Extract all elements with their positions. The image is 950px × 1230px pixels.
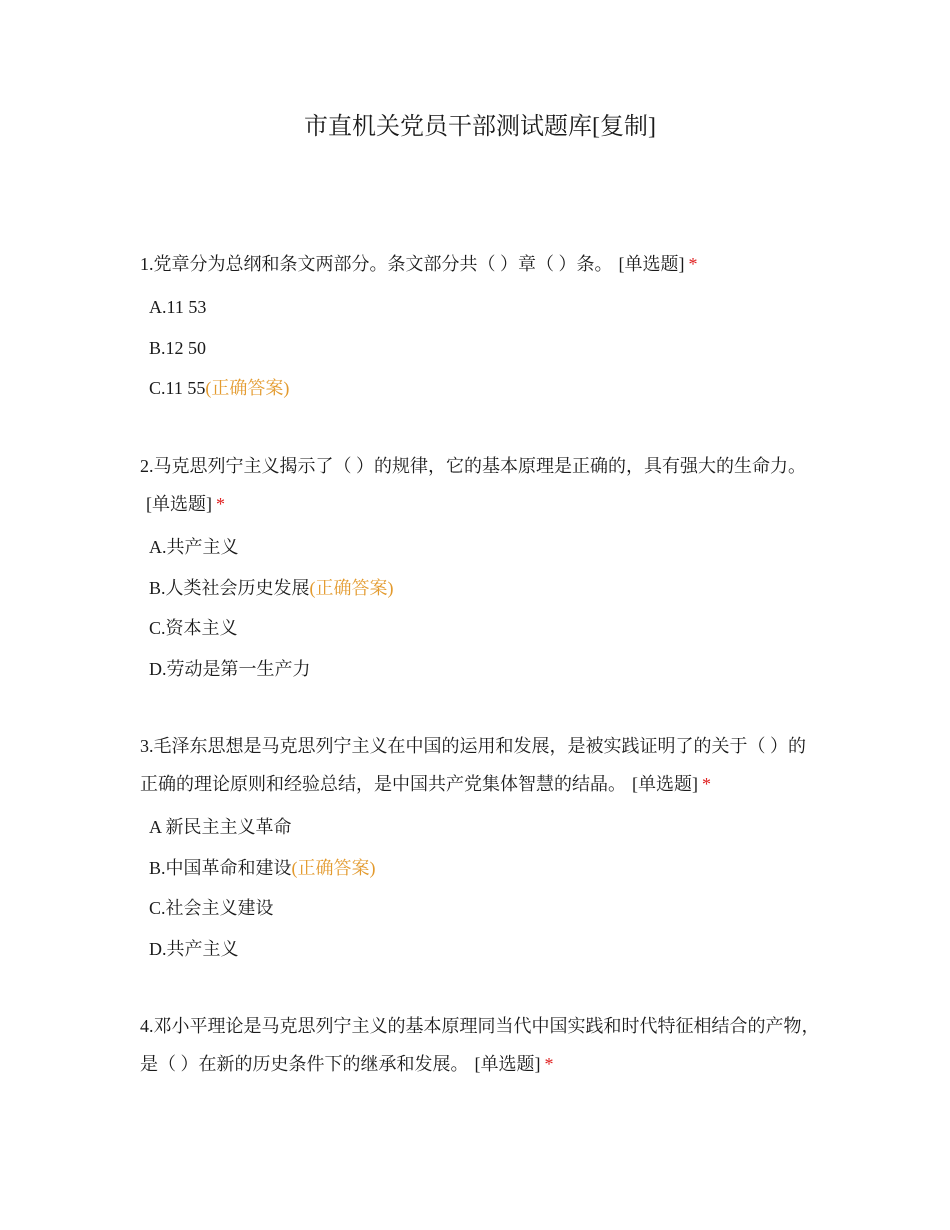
question-text: 3.毛泽东思想是马克思列宁主义在中国的运用和发展，是被实践证明了的关于（ ）的正确的理论原则和经验总结，是中国共产党集体智慧的结晶。 — [140, 736, 806, 794]
option-text: A.11 53 — [149, 297, 207, 317]
option-c — [140, 608, 820, 649]
question-3 — [140, 727, 820, 969]
option-c — [140, 888, 820, 929]
option-b — [140, 848, 820, 889]
option-a — [140, 807, 820, 848]
option-text: B.人类社会历史发展 — [149, 577, 310, 598]
option-text: B.中国革命和建设 — [149, 857, 292, 878]
question-stem — [140, 1007, 820, 1083]
option-c — [140, 368, 820, 409]
options-list — [140, 807, 820, 969]
question-2 — [140, 447, 820, 689]
option-text: C.社会主义建设 — [149, 898, 274, 918]
option-d — [140, 649, 820, 690]
question-text: 4.邓小平理论是马克思列宁主义的基本原理同当代中国实践和时代特征相结合的产物，是（ ）在新的历史条件下的继承和发展。 — [140, 1016, 820, 1074]
option-text: D.劳动是第一生产力 — [149, 658, 311, 679]
correct-answer-tag: (正确答案) — [291, 857, 376, 878]
required-marker: * — [544, 1054, 554, 1074]
question-type-label: [单选题] — [618, 254, 685, 274]
correct-answer-tag: (正确答案) — [205, 378, 290, 398]
question-stem — [140, 727, 820, 803]
option-b — [140, 568, 820, 609]
option-a — [140, 527, 820, 568]
options-list — [140, 527, 820, 689]
option-text: B.12 50 — [149, 337, 207, 358]
option-a — [140, 287, 820, 328]
page-title: 市直机关党员干部测试题库[复制] — [304, 114, 656, 140]
option-text: A.共产主义 — [149, 537, 239, 557]
option-text: C.资本主义 — [149, 618, 238, 638]
option-b — [140, 328, 820, 369]
required-marker: * — [702, 774, 711, 794]
option-text: D.共产主义 — [149, 938, 239, 959]
question-1 — [140, 245, 820, 409]
option-d — [140, 929, 820, 970]
question-stem — [140, 447, 820, 523]
question-4 — [140, 1007, 820, 1083]
question-stem — [140, 245, 820, 283]
question-type-label: [单选题] — [146, 494, 212, 514]
question-text: 1.党章分为总纲和条文两部分。条文部分共（ ）章（ ）条。 — [140, 254, 613, 274]
option-text: A 新民主主义革命 — [149, 817, 292, 837]
question-text: 2.马克思列宁主义揭示了（ ）的规律，它的基本原理是正确的，具有强大的生命力。 — [140, 456, 806, 476]
question-type-label: [单选题] — [632, 774, 698, 794]
question-type-label: [单选题] — [474, 1054, 541, 1074]
required-marker: * — [688, 254, 698, 274]
correct-answer-tag: (正确答案) — [309, 577, 394, 598]
options-list — [140, 287, 820, 409]
required-marker: * — [216, 494, 225, 514]
option-text: C.11 55 — [149, 378, 206, 398]
